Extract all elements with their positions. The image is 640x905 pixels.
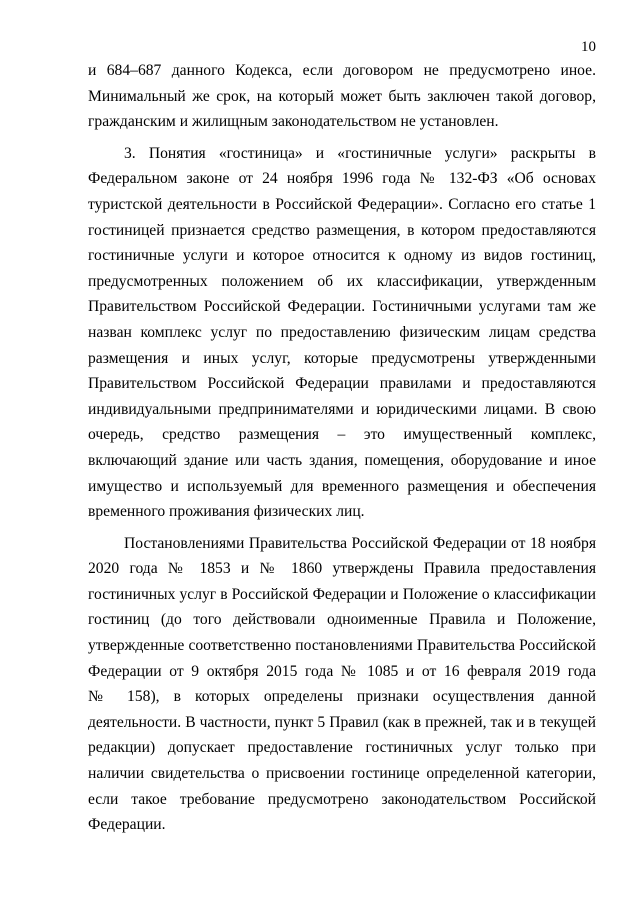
- text-line: индивидуальными предпринимателями и юридическими лицами. В свою: [88, 400, 596, 418]
- text-line: Правительством Российской Федерации. Гостиничными услугами там же: [88, 298, 596, 316]
- text-line: предусмотренных положением об их классификации, утвержденным: [88, 272, 596, 290]
- text-line: Федерации от 9 октября 2015 года № 1085 и от 16 февраля 2019 года: [88, 662, 596, 680]
- paragraph: [88, 141, 596, 525]
- text-line: временного проживания физических лиц.: [88, 503, 365, 521]
- document-body: [88, 58, 596, 838]
- paragraph: [88, 531, 596, 838]
- text-line: очередь, средство размещения – это имущественный комплекс,: [88, 426, 596, 444]
- text-line: Федеральном законе от 24 ноября 1996 года № 132-ФЗ «Об основах: [88, 170, 596, 188]
- text-line: 2020 года № 1853 и № 1860 утверждены Правила предоставления: [88, 560, 596, 578]
- text-line: наличии свидетельства о присвоении гостинице определенной категории,: [88, 765, 596, 783]
- text-line: гостиницей признается средство размещения, в котором предоставляются: [88, 221, 596, 239]
- text-line: деятельности. В частности, пункт 5 Правил (как в прежней, так и в текущей: [88, 713, 596, 731]
- text-line: гостиничных услуг в Российской Федерации и Положение о классификации: [88, 585, 596, 603]
- text-line: 3. Понятия «гостиница» и «гостиничные услуги» раскрыты в: [124, 144, 596, 162]
- text-line: Постановлениями Правительства Российской Федерации от 18 ноября: [124, 534, 596, 552]
- text-line: гостиничные услуги и которое относится к одному из видов гостиниц,: [88, 247, 596, 265]
- text-line: утвержденные соответственно постановлениями Правительства Российской: [88, 637, 596, 655]
- text-line: Правительством Российской Федерации правилами и предоставляются: [88, 375, 596, 393]
- text-line: редакции) допускает предоставление гостиничных услуг только при: [88, 739, 596, 757]
- page-number: 10: [581, 39, 596, 55]
- text-line: и 684–687 данного Кодекса, если договором не предусмотрено иное.: [88, 62, 596, 79]
- text-line: назван комплекс услуг по предоставлению физическим лицам средства: [88, 323, 596, 341]
- paragraph: [88, 58, 596, 135]
- text-line: № 158), в которых определены признаки осуществления данной: [88, 688, 596, 706]
- text-line: включающий здание или часть здания, помещения, оборудование и иное: [88, 451, 596, 469]
- text-line: Минимальный же срок, на который может быть заключен такой договор,: [88, 87, 596, 105]
- text-line: гостиниц (до того действовали одноименные Правила и Положение,: [88, 611, 596, 629]
- text-line: размещения и иных услуг, которые предусмотрены утвержденными: [88, 349, 596, 367]
- text-line: имущество и используемый для временного размещения и обеспечения: [88, 477, 596, 495]
- text-line: Федерации.: [88, 816, 166, 834]
- text-line: туристской деятельности в Российской Федерации». Согласно его статье 1: [88, 195, 596, 213]
- text-line: гражданским и жилищным законодательством не установлен.: [88, 113, 499, 131]
- text-line: если такое требование предусмотрено законодательством Российской: [88, 790, 596, 808]
